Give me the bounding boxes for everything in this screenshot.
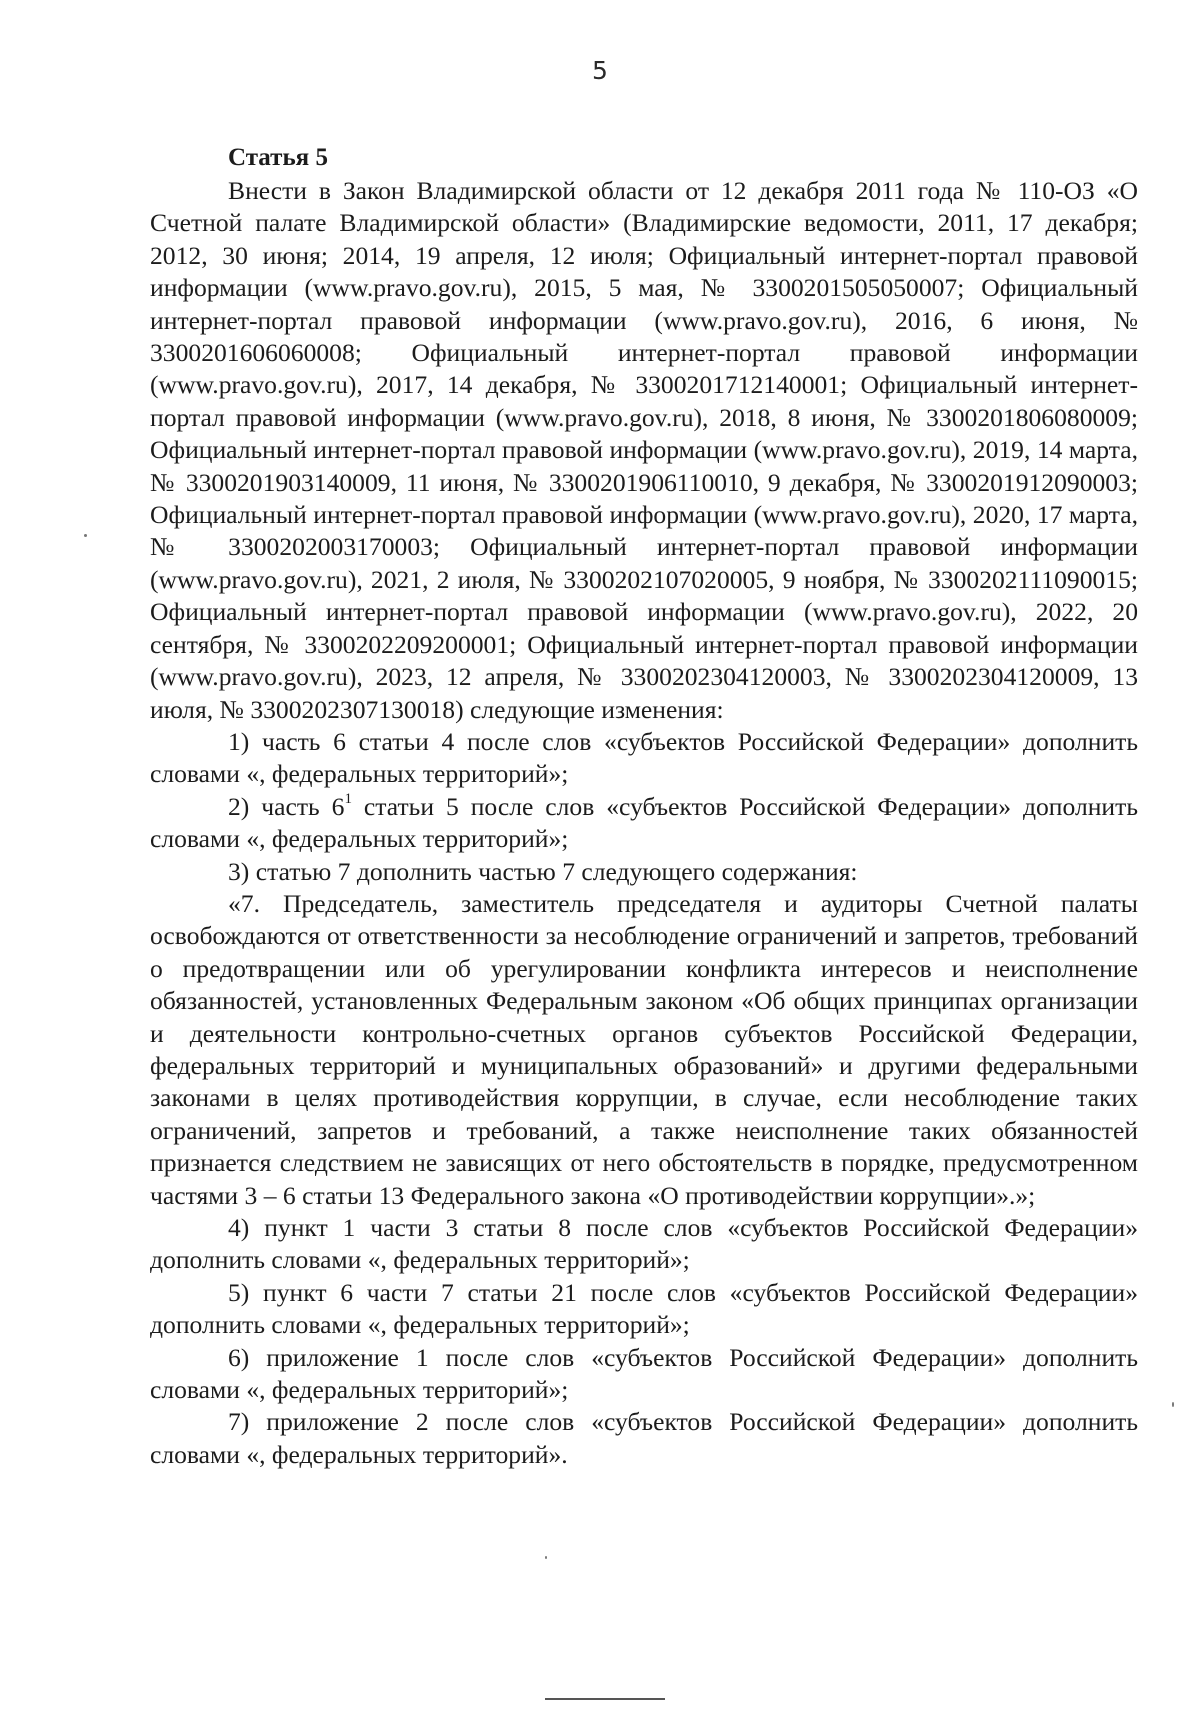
article-body bbox=[150, 141, 1138, 1471]
amendment-item-7: 7) приложение 2 после слов «субъектов Российской Федерации» дополнить словами «, федеральных территорий». bbox=[150, 1407, 1138, 1469]
page-number: 5 bbox=[592, 56, 608, 85]
footer-divider-line bbox=[545, 1698, 665, 1700]
amendment-item-2-start: 2) часть 6 bbox=[228, 791, 345, 821]
amendment-item-6: 6) приложение 1 после слов «субъектов Российской Федерации» дополнить словами «, федеральных территорий»; bbox=[150, 1342, 1138, 1405]
amendment-item-3: 3) статью 7 дополнить частью 7 следующего содержания: bbox=[228, 856, 858, 886]
amendment-item-5: 5) пункт 6 части 7 статьи 21 после слов «субъектов Российской Федерации» дополнить словами «, федеральных территорий»; bbox=[150, 1277, 1138, 1340]
amendment-item-2-superscript: 1 bbox=[344, 790, 352, 807]
article-intro-paragraph: Внести в Закон Владимирской области от 12 декабря 2011 года № 110-ОЗ «О Счетной палате Владимирской области» (Владимирские ведомости, 2011, 17 декабря; 2012, 30 июня; 2014, 19 апреля, 12 июля; Официальный интернет-портал правовой информации (www.pravo.gov.ru), 2015, 5 мая, № 3300201505050007; Официальный интернет-портал правовой информации (www.pravo.gov.ru), 2016, 6 июня, № 3300201606060008; Официальный интернет-портал правовой информации (www.pravo.gov.ru), 2017, 14 декабря, № 3300201712140001; Официальный интернет-портал правовой информации (www.pravo.gov.ru), 2018, 8 июня, № 3300201806080009; Официальный интернет-портал правовой информации (www.pravo.gov.ru), 2019, 14 марта, № 3300201903140009, 11 июня, № 3300201906110010, 9 декабря, № 3300201912090003; Официальный интернет-портал правовой информации (www.pravo.gov.ru), 2020, 17 марта, № 3300202003170003; Официальный интернет-портал правовой информации (www.pravo.gov.ru), 2021, 2 июля, № 3300202107020005, 9 ноября, № 3300202111090015; Официальный интернет-портал правовой информации (www.pravo.gov.ru), 2022, 20 сентября, № 3300202209200001; Официальный интернет-портал правовой информации (www.pravo.gov.ru), 2023, 12 апреля, № 3300202304120003, № 3300202304120009, 13 июля, № 3300202307130018) следующие изменения: bbox=[150, 176, 1138, 724]
scan-speck bbox=[545, 1556, 547, 1559]
amendment-quoted-part-7: «7. Председатель, заместитель председателя и аудиторы Счетной палаты освобождаются от ответственности за несоблюдение ограничений и запретов, требований о предотвращении или об урегулировании конфликта интересов и неисполнение обязанностей, установленных Федеральным законом «Об общих принципах организации и деятельности контрольно-счетных органов субъектов Российской Федерации, федеральных территорий и муниципальных образований» и другими федеральными законами в целях противодействия коррупции, в случае, если несоблюдение таких ограничений, запретов и требований, а также неисполнение таких обязанностей признается следствием не зависящих от него обстоятельств в порядке, предусмотренном частями 3 – 6 статьи 13 Федерального закона «О противодействии коррупции».»; bbox=[150, 888, 1138, 1210]
scan-speck bbox=[1172, 1402, 1174, 1407]
article-title: Статья 5 bbox=[228, 144, 328, 171]
scan-speck bbox=[84, 534, 87, 537]
amendment-item-2 bbox=[150, 791, 1138, 856]
amendment-item-1: 1) часть 6 статьи 4 после слов «субъектов Российской Федерации» дополнить словами «, федеральных территорий»; bbox=[150, 726, 1138, 789]
amendment-item-2-rest: статьи 5 после слов «субъектов Российской Федерации» дополнить словами «, федеральных территорий»; bbox=[150, 791, 1138, 854]
amendment-item-4: 4) пункт 1 части 3 статьи 8 после слов «субъектов Российской Федерации» дополнить словами «, федеральных территорий»; bbox=[150, 1213, 1138, 1275]
